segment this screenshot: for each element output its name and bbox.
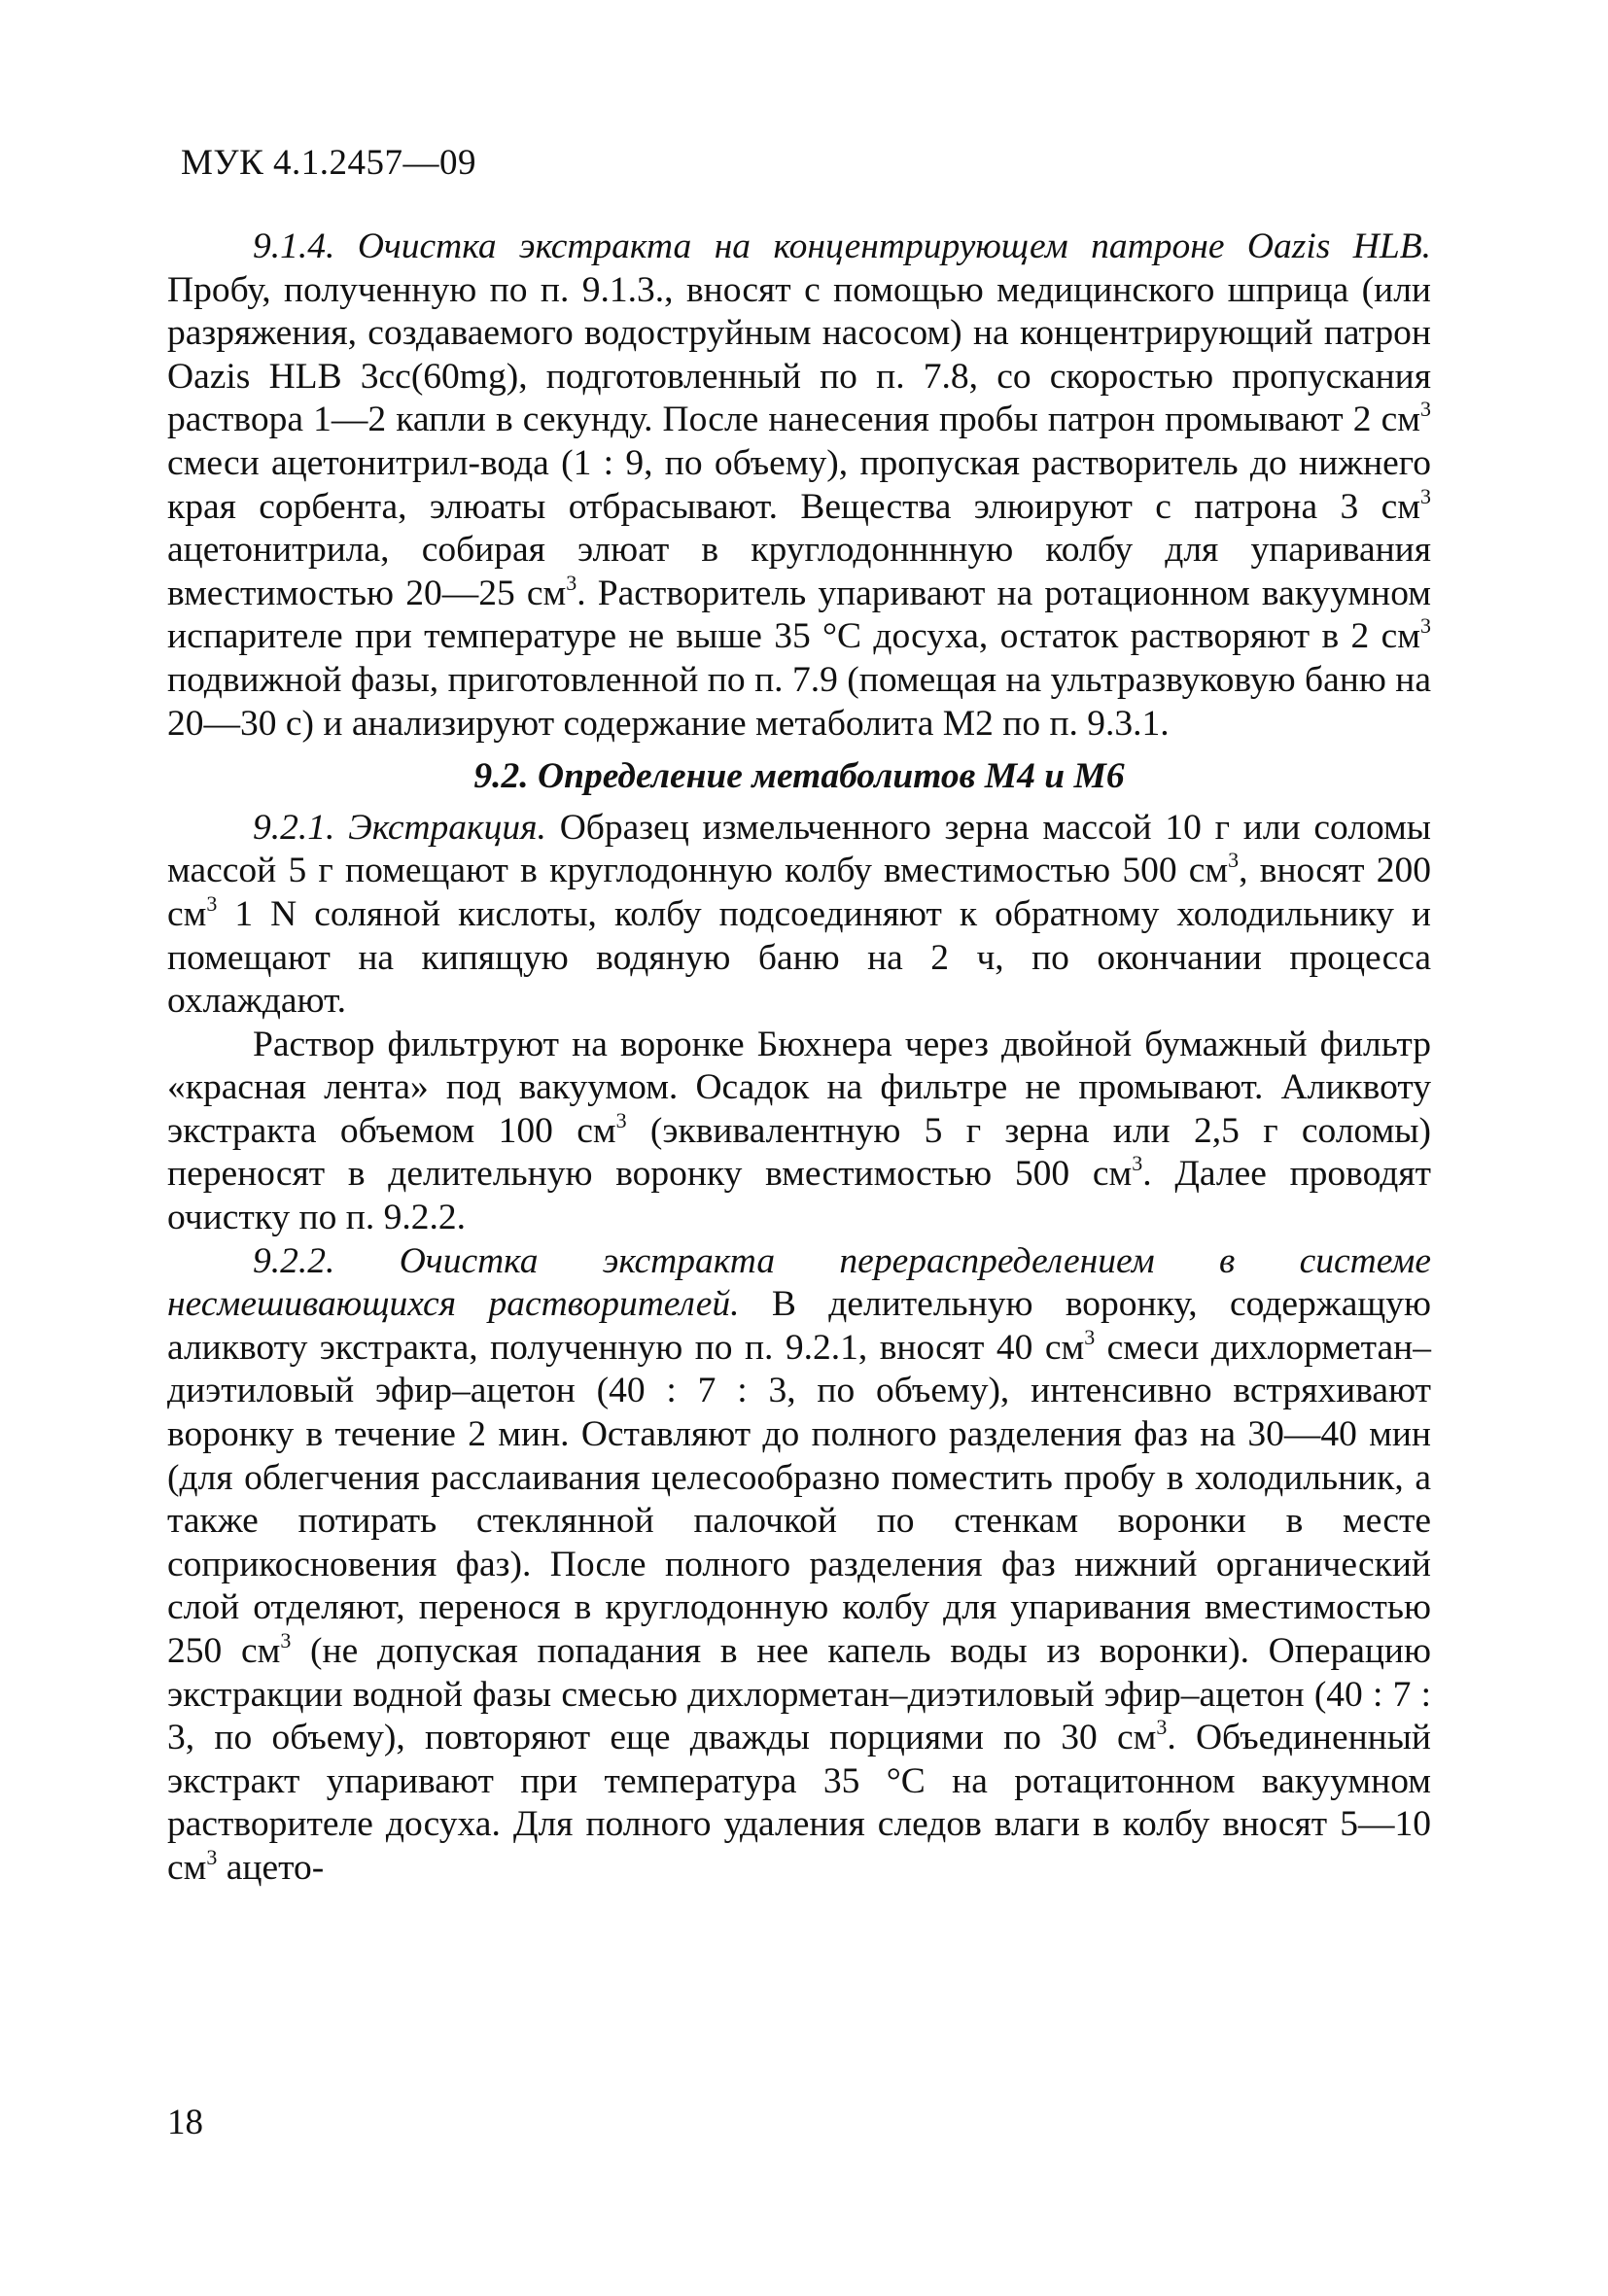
superscript: 3 [566,570,577,595]
superscript: 3 [1420,613,1431,639]
superscript: 3 [206,1844,218,1869]
paragraph-text: . Растворитель упаривают на ротационном вакуумном испарителе при температуре не выше 35 °С досуха, остаток растворяют в 2 см [167,573,1431,657]
paragraph-text: Пробу, полученную по п. 9.1.3., вносят с помощью медицинского шприца (или разряжения, создаваемого водоструйным насосом) на концентрирующий патрон Oazis HLB 3cc(60mg), подготовленный по п. 7.8, со скоростью пропускания раствора 1—2 капли в секунду. После нанесения пробы патрон промывают 2 см [167,269,1431,440]
paragraph-filtration [167,1024,1431,1240]
paragraph-text: подвижной фазы, приготовленной по п. 7.9 (помещая на ультразвуковую баню на 20—30 с) и анализируют содержание метаболита М2 по п. 9.3.1. [167,659,1431,744]
paragraph-text: (эквивалентную 5 г зерна или 2,5 г соломы) переносят в делительную воронку вместимостью 500 см [167,1110,1431,1195]
page-number: 18 [167,2103,203,2142]
paragraph-text: В делительную воронку, содержащую аликвоту экстракта, полученную по п. 9.2.1, вносят 40 см [167,1284,1431,1368]
paragraph-text: 1 N соляной кислоты, колбу подсоединяют к обратному холодильнику и помещают на кипящую водяную баню на 2 ч, по окончании процесса охлаждают. [167,893,1431,1022]
superscript: 3 [280,1628,292,1652]
paragraph-heading: 9.2.2. Очистка экстракта перераспределением в системе несмешивающихся растворителей. [167,1240,1431,1325]
paragraph-text: , вносят 200 см [167,851,1431,934]
section-title-9-2: 9.2. Определение метаболитов М4 и М6 [473,756,1125,797]
paragraph-text: смеси дихлорметан–диэтиловый эфир–ацетон (40 : 7 : 3, по объему), интенсивно встряхивают воронку в течение 2 мин. Оставляют до полного разделения фаз на 30—40 мин (для облегчения расслаивания целесообразно поместить пробу в холодильник, а также потирать стеклянной палочкой по стенкам воронки в месте соприкосновения фаз). После полного разделения фаз нижний органический слой отделяют, перенося в круглодонную колбу для упаривания вместимостью 250 см [167,1327,1431,1671]
paragraph-9-1-4 [167,226,1431,746]
superscript: 3 [1156,1715,1168,1740]
paragraph-text: . Далее проводят очистку по п. 9.2.2. [167,1154,1431,1238]
paragraph-text: Раствор фильтруют на воронке Бюхнера через двойной бумажный фильтр «красная лента» под вакуумом. Осадок на фильтре не промывают. Аликвоту экстракта объемом 100 см [167,1024,1431,1151]
paragraph-text: смеси ацетонитрил-вода (1 : 9, по объему), пропуская растворитель до нижнего края сорбента, элюаты отбрасывают. Вещества элюируют с патрона 3 см [167,442,1431,527]
paragraph-9-2-2 [167,1240,1431,1891]
superscript: 3 [206,890,218,916]
paragraph-text: ацето- [217,1847,325,1888]
document-code-header: МУК 4.1.2457—09 [181,143,477,183]
superscript: 3 [1228,848,1240,873]
body-text [167,226,1431,1891]
superscript: 3 [615,1107,627,1132]
superscript: 3 [1132,1151,1143,1176]
paragraph-text: ацетонитрила, собирая элюат в круглодонннную колбу для упаривания вместимостью 20—25 см [167,530,1431,613]
superscript: 3 [1420,483,1431,508]
paragraph-heading: 9.1.4. Очистка экстракта на концентрирующем патроне Oazis HLB. [253,226,1431,266]
paragraph-9-2-1 [167,807,1431,1024]
superscript: 3 [1420,397,1431,422]
paragraph-text: (не допуская попадания в нее капель воды из воронки). Операцию экстракции водной фазы смесью дихлорметан–диэтиловый эфир–ацетон (40 : 7 : 3, по объему), повторяют еще дважды порциями по 30 см [167,1631,1432,1758]
paragraph-heading: 9.2.1. Экстракция. [253,807,546,848]
paragraph-text: . Объединенный экстракт упаривают при температура 35 °С на ротацитонном вакуумном растворителе досуха. Для полного удаления следов влаги в колбу вносят 5—10 см [167,1718,1431,1888]
paragraph-text: Образец измельченного зерна массой 10 г или соломы массой 5 г помещают в круглодонную колбу вместимостью 500 см [167,807,1431,891]
superscript: 3 [1084,1324,1096,1349]
